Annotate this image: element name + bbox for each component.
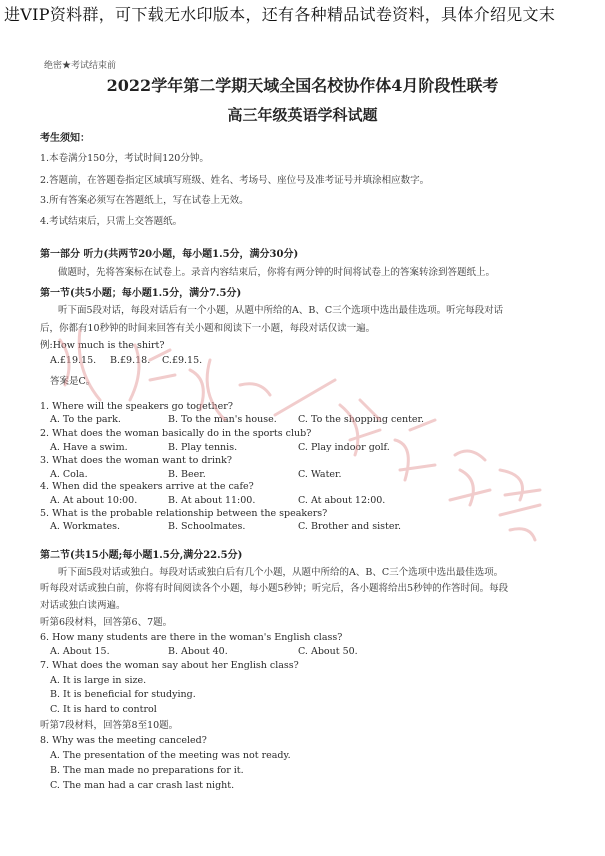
- option-c: C. The man had a car crash last night.: [50, 780, 235, 791]
- section2-heading: 第二节(共15小题;每小题1.5分,满分22.5分): [40, 550, 243, 561]
- notice-heading: 考生须知：: [40, 133, 90, 144]
- option-a: A. At about 10:00.: [50, 495, 138, 506]
- section2-instruction: 听下面5段对话或独白。每段对话或独白后有几个小题，从题中所给的A、B、C三个选项中选出最佳选项。: [58, 567, 504, 578]
- option-a: A. It is large in size.: [50, 675, 147, 686]
- example-option-b: B.£9.18.: [110, 355, 151, 366]
- material-7-note: 听第7段材料，回答第8至10题。: [40, 720, 179, 731]
- exam-title: 2022学年第二学期天域全国名校协作体4月阶段性联考: [106, 76, 499, 95]
- option-b: B. At about 11:00.: [168, 495, 256, 506]
- option-b: B. It is beneficial for studying.: [50, 689, 196, 700]
- question-3: 3. What does the woman want to drink?: [40, 455, 232, 466]
- example-option-c: C.£9.15.: [162, 355, 203, 366]
- option-a: A. The presentation of the meeting was not ready.: [50, 750, 291, 761]
- question-4: 4. When did the speakers arrive at the cafe?: [40, 481, 254, 492]
- option-c: C. About 50.: [298, 646, 358, 657]
- example-answer: 答案是C。: [50, 376, 96, 387]
- section2-instruction: 对话或独白读两遍。: [40, 600, 126, 611]
- option-b: B. Schoolmates.: [168, 521, 246, 532]
- question-6: 6. How many students are there in the woman's English class?: [40, 632, 343, 643]
- option-c: C. Brother and sister.: [298, 521, 401, 532]
- option-b: B. The man made no preparations for it.: [50, 765, 244, 776]
- section1-instruction: 听下面5段对话，每段对话后有一个小题，从题中所给的A、B、C三个选项中选出最佳选项。听完每段对话: [58, 305, 504, 316]
- option-a: A. To the park.: [50, 414, 121, 425]
- promo-banner: 进VIP资料群，可下载无水印版本，还有各种精品试卷资料，具体介绍见文末: [4, 5, 556, 24]
- part1-heading: 第一部分 听力(共两节20小题，每小题1.5分，满分30分): [40, 249, 299, 260]
- option-c: C. To the shopping center.: [298, 414, 425, 425]
- question-8: 8. Why was the meeting canceled?: [40, 735, 207, 746]
- question-1: 1. Where will the speakers go together?: [40, 401, 233, 412]
- option-c: C. Play indoor golf.: [298, 442, 390, 453]
- part1-intro: 做题时，先将答案标在试卷上。录音内容结束后，你将有两分钟的时间将试卷上的答案转涂到答题纸上。: [58, 267, 496, 278]
- option-a: A. Cola.: [50, 469, 88, 480]
- question-2: 2. What does the woman basically do in the sports club?: [40, 428, 312, 439]
- option-a: A. Workmates.: [50, 521, 121, 532]
- notice-item: 3.所有答案必须写在答题纸上，写在试卷上无效。: [40, 195, 249, 206]
- material-6-note: 听第6段材料，回答第6、7题。: [40, 617, 173, 628]
- notice-item: 4.考试结束后，只需上交答题纸。: [40, 216, 183, 227]
- notice-item: 2.答题前，在答题卷指定区域填写班级、姓名、考场号、座位号及准考证号并填涂相应数字。: [40, 175, 430, 186]
- example-option-a: A.£19.15.: [50, 355, 97, 366]
- exam-subtitle: 高三年级英语学科试题: [227, 106, 378, 124]
- option-b: B. About 40.: [168, 646, 228, 657]
- section1-heading: 第一节(共5小题；每小题1.5分，满分7.5分): [40, 288, 242, 299]
- option-b: B. To the man's house.: [168, 414, 277, 425]
- section1-instruction: 后，你都有10秒钟的时间来回答有关小题和阅读下一小题，每段对话仅读一遍。: [40, 323, 376, 334]
- example-question: 例:How much is the shirt?: [40, 340, 165, 351]
- option-c: C. It is hard to control: [50, 704, 157, 715]
- section2-instruction: 听每段对话或独白前，你将有时间阅读各个小题，每小题5秒钟；听完后，各小题将给出5秒钟的作答时间。每段: [40, 583, 509, 594]
- option-c: C. At about 12:00.: [298, 495, 386, 506]
- option-c: C. Water.: [298, 469, 342, 480]
- option-a: A. About 15.: [50, 646, 110, 657]
- question-7: 7. What does the woman say about her English class?: [40, 660, 299, 671]
- option-a: A. Have a swim.: [50, 442, 128, 453]
- question-5: 5. What is the probable relationship between the speakers?: [40, 508, 328, 519]
- option-b: B. Beer.: [168, 469, 206, 480]
- notice-item: 1.本卷满分150分，考试时间120分钟。: [40, 153, 209, 164]
- secret-mark: 绝密★考试结束前: [44, 61, 117, 71]
- option-b: B. Play tennis.: [168, 442, 238, 453]
